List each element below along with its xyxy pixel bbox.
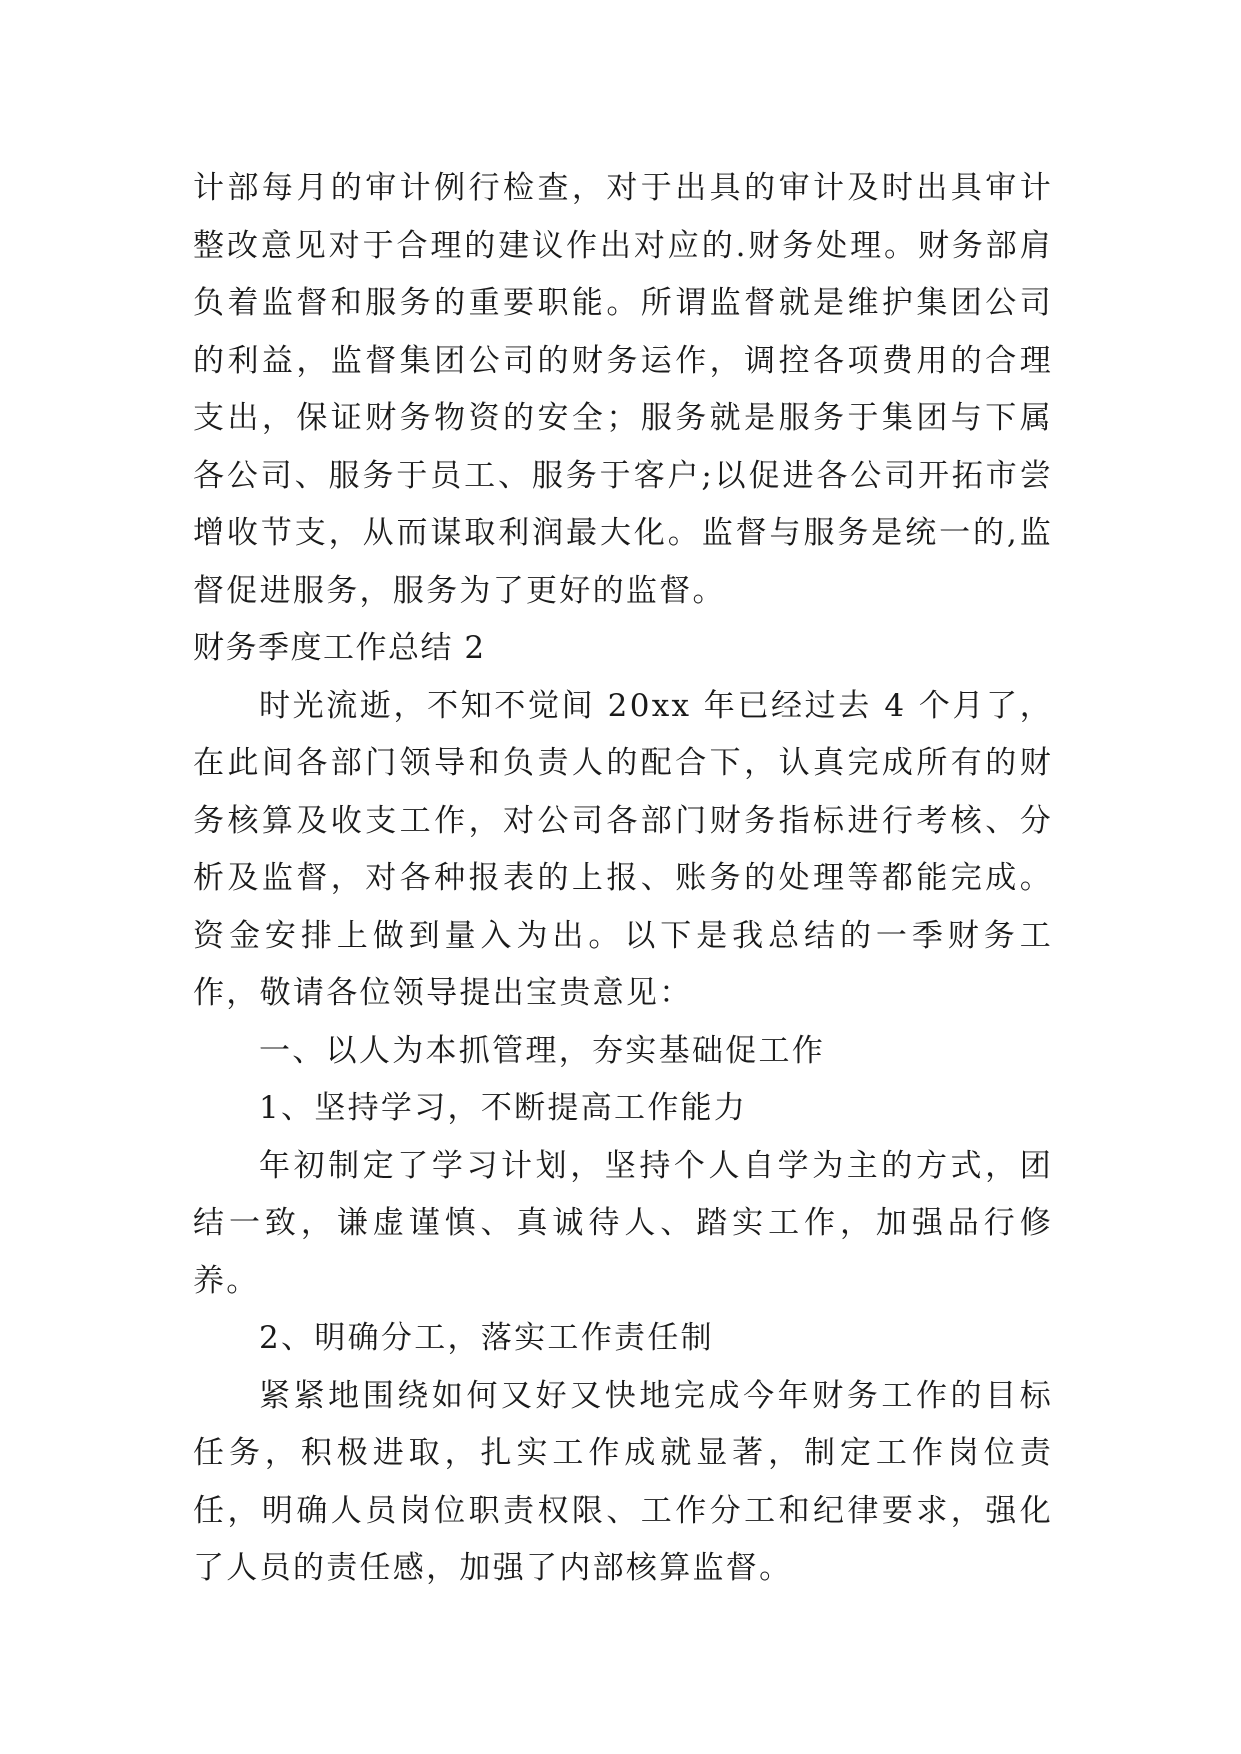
paragraph-item-2: 紧紧地围绕如何又好又快地完成今年财务工作的目标任务，积极进取，扎实工作成就显著，制定工作岗位责任，明确人员岗位职责权限、工作分工和纪律要求，强化了人员的责任感，加强了内部核算监督。 [193, 1377, 1053, 1586]
section-title: 财务季度工作总结 2 [193, 630, 486, 666]
paragraph-intro: 时光流逝，不知不觉间 20xx 年已经过去 4 个月了，在此间各部门领导和负责人的配合下，认真完成所有的财务核算及收支工作，对公司各部门财务指标进行考核、分析及监督，对各种报表的上报、账务的处理等都能完成。资金安排上做到量入为出。以下是我总结的一季财务工作，敬请各位领导提出宝贵意见： [193, 687, 1053, 1011]
heading-level-2-item-1: 1、坚持学习，不断提高工作能力 [259, 1090, 748, 1126]
paragraph-item-1: 年初制定了学习计划，坚持个人自学为主的方式，团结一致，谦虚谨慎、真诚待人、踏实工作，加强品行修养。 [193, 1147, 1053, 1299]
document-body [193, 160, 1053, 1598]
paragraph-continuation: 计部每月的审计例行检查，对于出具的审计及时出具审计整改意见对于合理的建议作出对应的.财务处理。财务部肩负着监督和服务的重要职能。所谓监督就是维护集团公司的利益，监督集团公司的财务运作，调控各项费用的合理支出，保证财务物资的安全；服务就是服务于集团与下属各公司、服务于员工、服务于客户;以促进各公司开拓市尝增收节支，从而谋取利润最大化。监督与服务是统一的,监督促进服务，服务为了更好的监督。 [193, 170, 1053, 609]
heading-level-2-item-2: 2、明确分工，落实工作责任制 [259, 1320, 714, 1356]
heading-level-1: 一、以人为本抓管理，夯实基础促工作 [259, 1032, 826, 1069]
